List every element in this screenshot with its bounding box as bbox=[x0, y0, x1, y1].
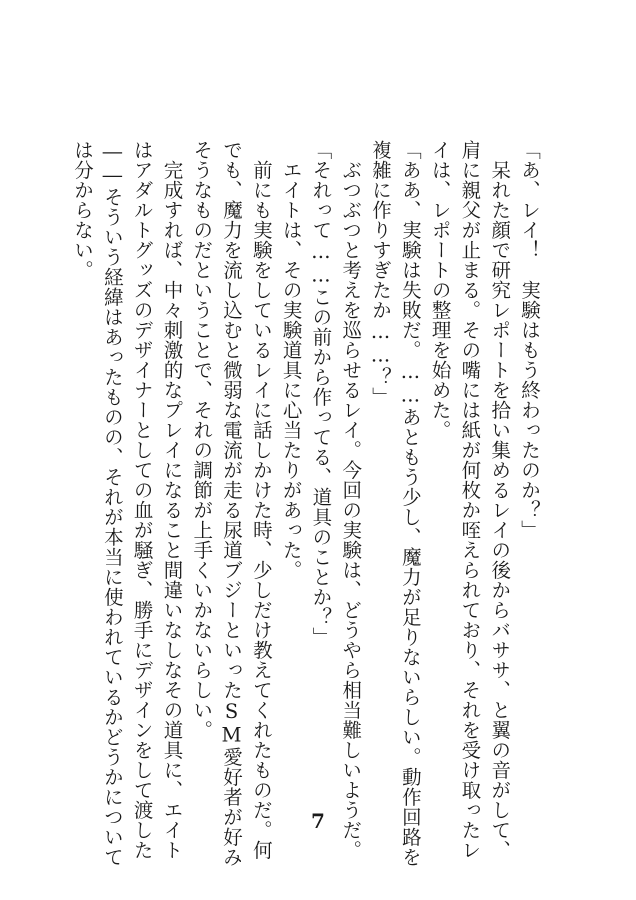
text-line: 前にも実験をしているレイに話しかけた時、少しだけ教えてくれたものだ。何 bbox=[249, 140, 273, 860]
text-line: 呆れた顔で研究レポートを拾い集めるレイの後からバササ、と翼の音がして、 bbox=[488, 140, 512, 860]
text-line: 「それって……この前から作ってる、道具のことか？」 bbox=[309, 140, 333, 647]
text-line: 複雑に作りすぎたか……？」 bbox=[369, 140, 393, 407]
text-line: イは、レポートの整理を始めた。 bbox=[428, 140, 452, 440]
text-line: 「あ、レイ！ 実験はもう終わったのか？」 bbox=[518, 140, 541, 540]
page-number: 7 bbox=[311, 809, 325, 833]
text-line: ――そういう経緯はあったものの、それが本当に使われているかどうかについて bbox=[100, 140, 124, 867]
body-text bbox=[71, 140, 544, 867]
text-line: は分からない。 bbox=[71, 140, 95, 280]
text-line: 「ああ、実験は失敗だ。……あともう少し、魔力が足りないらしい。動作回路を bbox=[398, 140, 422, 867]
text-line: エイトは、その実験道具に心当たりがあった。 bbox=[279, 140, 303, 580]
text-line: でも、魔力を流し込むと微弱な電流が走る尿道ブジーといったSM愛好者が好み bbox=[220, 140, 244, 867]
text-line: はアダルトグッズのデザイナーとしての血が騒ぎ、勝手にデザインをして渡した bbox=[130, 140, 154, 860]
text-line: 完成すれば、中々刺激的なプレイになること間違いなしなその道具に、エイト bbox=[160, 140, 184, 860]
text-line: そうなものだということで、それの調節が上手くいかないらしい。 bbox=[190, 140, 214, 740]
text-line: 肩に親父が止まる。その嘴には紙が何枚か咥えられており、それを受け取ったレ bbox=[458, 140, 482, 860]
text-line: ぶつぶつと考えを巡らせるレイ。今回の実験は、どうやら相当難しいようだ。 bbox=[339, 140, 363, 860]
